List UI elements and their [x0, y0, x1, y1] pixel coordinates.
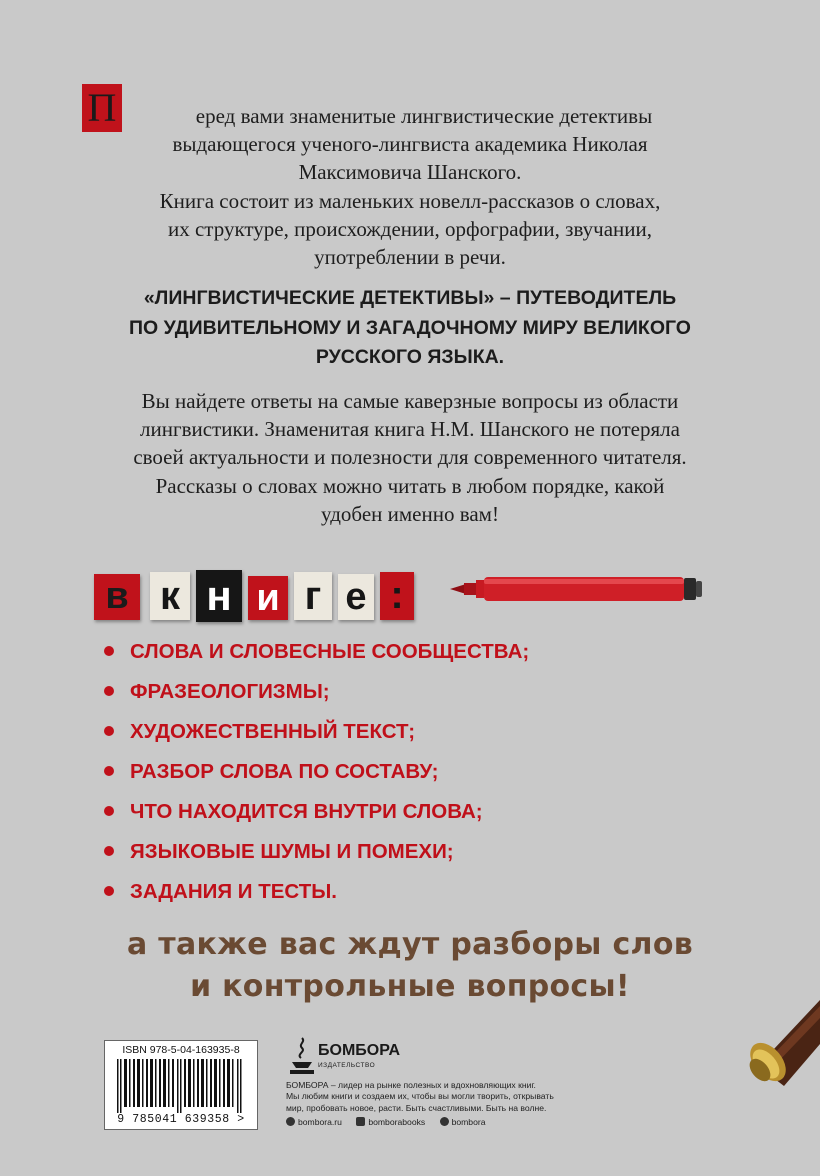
bullet-icon: [104, 846, 114, 856]
list-item: [104, 792, 529, 832]
publisher-blurb: [286, 1080, 586, 1114]
also-note: [110, 924, 710, 1008]
intro-line: выдающегося ученого-лингвиста академика Николая: [172, 132, 648, 157]
list-item: [104, 672, 529, 712]
intro-line: еред вами знаменитые лингвистические детективы: [195, 104, 653, 128]
link-text: bombora.ru: [298, 1117, 342, 1127]
list-item-text: СЛОВА И СЛОВЕСНЫЕ СООБЩЕСТВА;: [130, 640, 530, 663]
intro-line: Книга состоит из маленьких новелл-рассказов о словах,: [159, 188, 661, 213]
ransom-letter: :: [380, 572, 414, 620]
intro-line: употреблении в речи.: [314, 245, 506, 270]
bullet-icon: [104, 886, 114, 896]
barcode-label: [104, 1040, 258, 1130]
link-text: bomborabooks: [368, 1117, 426, 1127]
details-line: Рассказы о словах можно читать в любом порядке, какой: [155, 473, 665, 498]
pen-icon: [744, 1000, 820, 1096]
list-item-text: ЧТО НАХОДИТСЯ ВНУТРИ СЛОВА;: [130, 800, 483, 823]
highlight-line: ПО УДИВИТЕЛЬНОМУ И ЗАГАДОЧНОМУ МИРУ ВЕЛИКОГО: [129, 316, 691, 339]
bullet-icon: [104, 806, 114, 816]
marker-icon: [448, 572, 708, 606]
list-item-text: ЯЗЫКОВЫЕ ШУМЫ И ПОМЕХИ;: [130, 840, 454, 863]
publisher-name: БОМБОРА: [318, 1042, 401, 1059]
details-paragraph: [100, 387, 720, 528]
bullet-icon: [104, 766, 114, 776]
ransom-letter: и: [248, 576, 288, 620]
website-link[interactable]: [286, 1117, 342, 1127]
highlight-line: «ЛИНГВИСТИЧЕСКИЕ ДЕТЕКТИВЫ» – ПУТЕВОДИТЕЛЬ: [143, 287, 677, 309]
list-item: [104, 872, 529, 912]
vk-icon: [356, 1117, 365, 1126]
list-item: [104, 832, 529, 872]
drop-cap: П: [82, 84, 122, 132]
ransom-letter: в: [94, 574, 140, 620]
ransom-letter: г: [294, 572, 332, 620]
contents-list: [104, 632, 529, 912]
details-line: своей актуальности и полезности для современного читателя.: [133, 445, 687, 470]
vk-link[interactable]: [356, 1117, 425, 1127]
list-item-text: ФРАЗЕОЛОГИЗМЫ;: [130, 680, 330, 703]
globe-icon: [286, 1117, 295, 1126]
social-link[interactable]: [440, 1117, 486, 1127]
bullet-icon: [104, 686, 114, 696]
publisher-subtitle: ИЗДАТЕЛЬСТВО: [318, 1062, 376, 1069]
ransom-letter: к: [150, 572, 190, 620]
bullet-icon: [104, 646, 114, 656]
also-line: и контрольные вопросы!: [190, 969, 630, 1004]
also-line: а также вас ждут разборы слов: [126, 927, 694, 962]
list-item-text: РАЗБОР СЛОВА ПО СОСТАВУ;: [130, 760, 439, 783]
isbn-text: ISBN 978-5-04-163935-8: [122, 1044, 240, 1056]
list-item: [104, 752, 529, 792]
list-item: [104, 632, 529, 672]
barcode-digits: 9 785041 639358 >: [117, 1113, 245, 1126]
bombora-logo-icon: [288, 1036, 316, 1076]
details-line: Вы найдете ответы на самые каверзные вопросы из области: [141, 389, 679, 413]
ransom-letter: е: [338, 574, 374, 620]
details-line: удобен именно вам!: [321, 501, 499, 526]
list-item: [104, 712, 529, 752]
intro-line: Максимовича Шанского.: [298, 160, 522, 185]
intro-line: их структуре, происхождении, орфографии, звучании,: [167, 216, 652, 241]
ransom-letter: н: [196, 570, 242, 622]
blurb-line: Мы любим книги и создаем их, чтобы вы могли творить, открывать: [286, 1091, 554, 1102]
list-item-text: ХУДОЖЕСТВЕННЫЙ ТЕКСТ;: [130, 720, 416, 743]
highlight-paragraph: [100, 284, 720, 373]
blurb-line: мир, пробовать новое, расти. Быть счастливыми. Быть на волне.: [286, 1102, 547, 1113]
link-text: bombora: [451, 1117, 486, 1127]
highlight-line: РУССКОГО ЯЗЫКА.: [315, 346, 505, 368]
list-item-text: ЗАДАНИЯ И ТЕСТЫ.: [130, 880, 337, 903]
intro-paragraph: [100, 102, 720, 271]
details-line: лингвистики. Знаменитая книга Н.М. Шанского не потеряла: [140, 417, 680, 442]
blurb-line: БОМБОРА – лидер на рынке полезных и вдохновляющих книг.: [286, 1080, 536, 1090]
social-icon: [440, 1117, 449, 1126]
publisher-links: [286, 1117, 498, 1127]
bullet-icon: [104, 726, 114, 736]
barcode-icon: [115, 1059, 247, 1113]
